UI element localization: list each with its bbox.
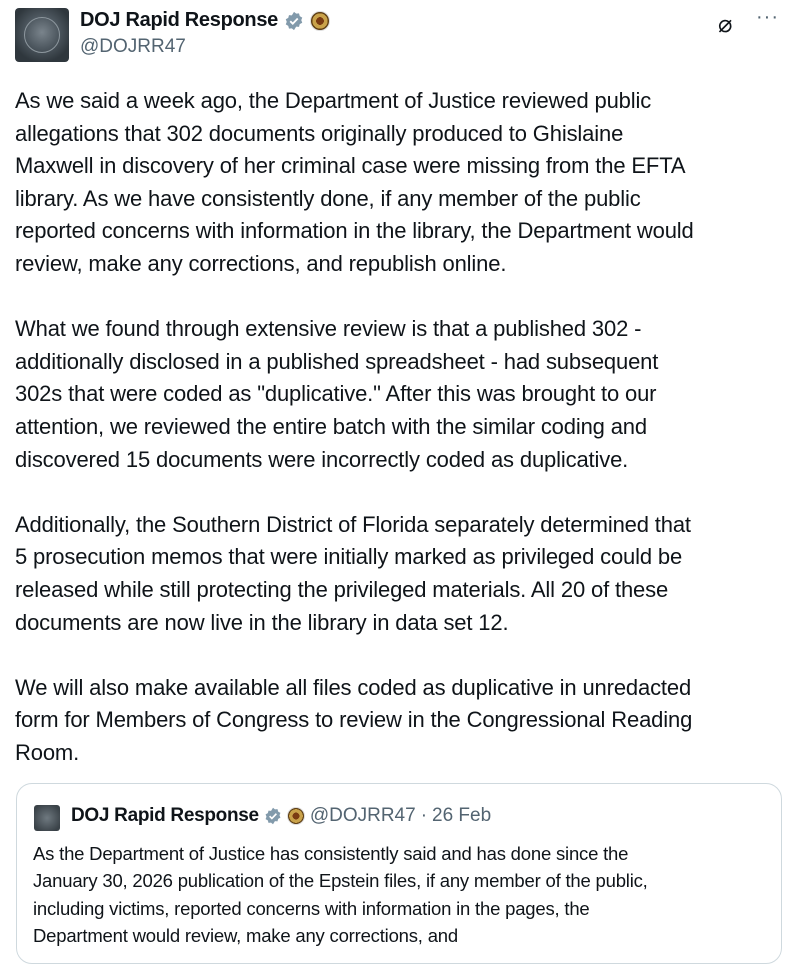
author-avatar[interactable] (15, 8, 69, 62)
quoted-post[interactable] (16, 783, 782, 964)
quoted-post-date: 26 Feb (432, 805, 492, 826)
text-line: documents are now live in the library in data set 12. (15, 609, 509, 635)
text-line: Additionally, the Southern District of Florida separately determined that (15, 511, 691, 537)
author-name[interactable]: DOJ Rapid Response (80, 9, 278, 31)
quoted-post-header (71, 805, 491, 827)
post-paragraph (15, 85, 694, 281)
text-line: review, make any corrections, and republish online. (15, 250, 507, 276)
text-line: Department would review, make any corrections, and (33, 924, 458, 946)
verified-badge-icon (284, 11, 304, 31)
text-line: library. As we have consistently done, if any member of the public (15, 185, 641, 211)
text-line: What we found through extensive review is that a published 302 - (15, 316, 642, 342)
post-paragraph (15, 509, 694, 639)
text-line: released while still protecting the privileged materials. All 20 of these (15, 576, 669, 602)
grok-icon[interactable]: ⌀ (718, 11, 733, 38)
text-line: including victims, reported concerns with information in the pages, the (33, 897, 590, 919)
quoted-author-name: DOJ Rapid Response (71, 805, 259, 826)
post-paragraph (15, 672, 694, 770)
text-line: 5 prosecution memos that were initially marked as privileged could be (15, 544, 683, 570)
doj-seal-icon (287, 807, 305, 825)
author-handle[interactable]: @DOJRR47 (80, 36, 186, 57)
verified-badge-icon (264, 807, 282, 825)
separator: · (420, 805, 428, 826)
text-line: Maxwell in discovery of her criminal case were missing from the EFTA (15, 153, 686, 179)
text-line: form for Members of Congress to review in the Congressional Reading (15, 707, 693, 733)
text-line: As the Department of Justice has consistently said and has done since the (33, 843, 629, 864)
text-line: We will also make available all files coded as duplicative in unredacted (15, 674, 692, 700)
text-line: discovered 15 documents were incorrectly coded as duplicative. (15, 446, 629, 472)
author-name-row (80, 9, 330, 32)
more-icon[interactable]: ··· (756, 6, 779, 28)
doj-seal-icon (310, 11, 330, 31)
text-line: allegations that 302 documents originally produced to Ghislaine (15, 120, 624, 146)
text-line: reported concerns with information in the library, the Department would (15, 218, 694, 244)
text-line: additionally disclosed in a published spreadsheet - had subsequent (15, 348, 659, 374)
text-line: As we said a week ago, the Department of Justice reviewed public (15, 88, 652, 113)
quoted-author-handle: @DOJRR47 (309, 805, 416, 826)
quoted-author-avatar (34, 805, 60, 831)
text-line: attention, we reviewed the entire batch with the similar coding and (15, 413, 647, 439)
text-line: January 30, 2026 publication of the Epstein files, if any member of the public, (33, 870, 648, 892)
quoted-post-text (33, 840, 648, 949)
post-paragraph (15, 313, 694, 476)
text-line: 302s that were coded as "duplicative." After this was brought to our (15, 381, 657, 407)
post-body (15, 85, 694, 802)
text-line: Room. (15, 739, 80, 765)
